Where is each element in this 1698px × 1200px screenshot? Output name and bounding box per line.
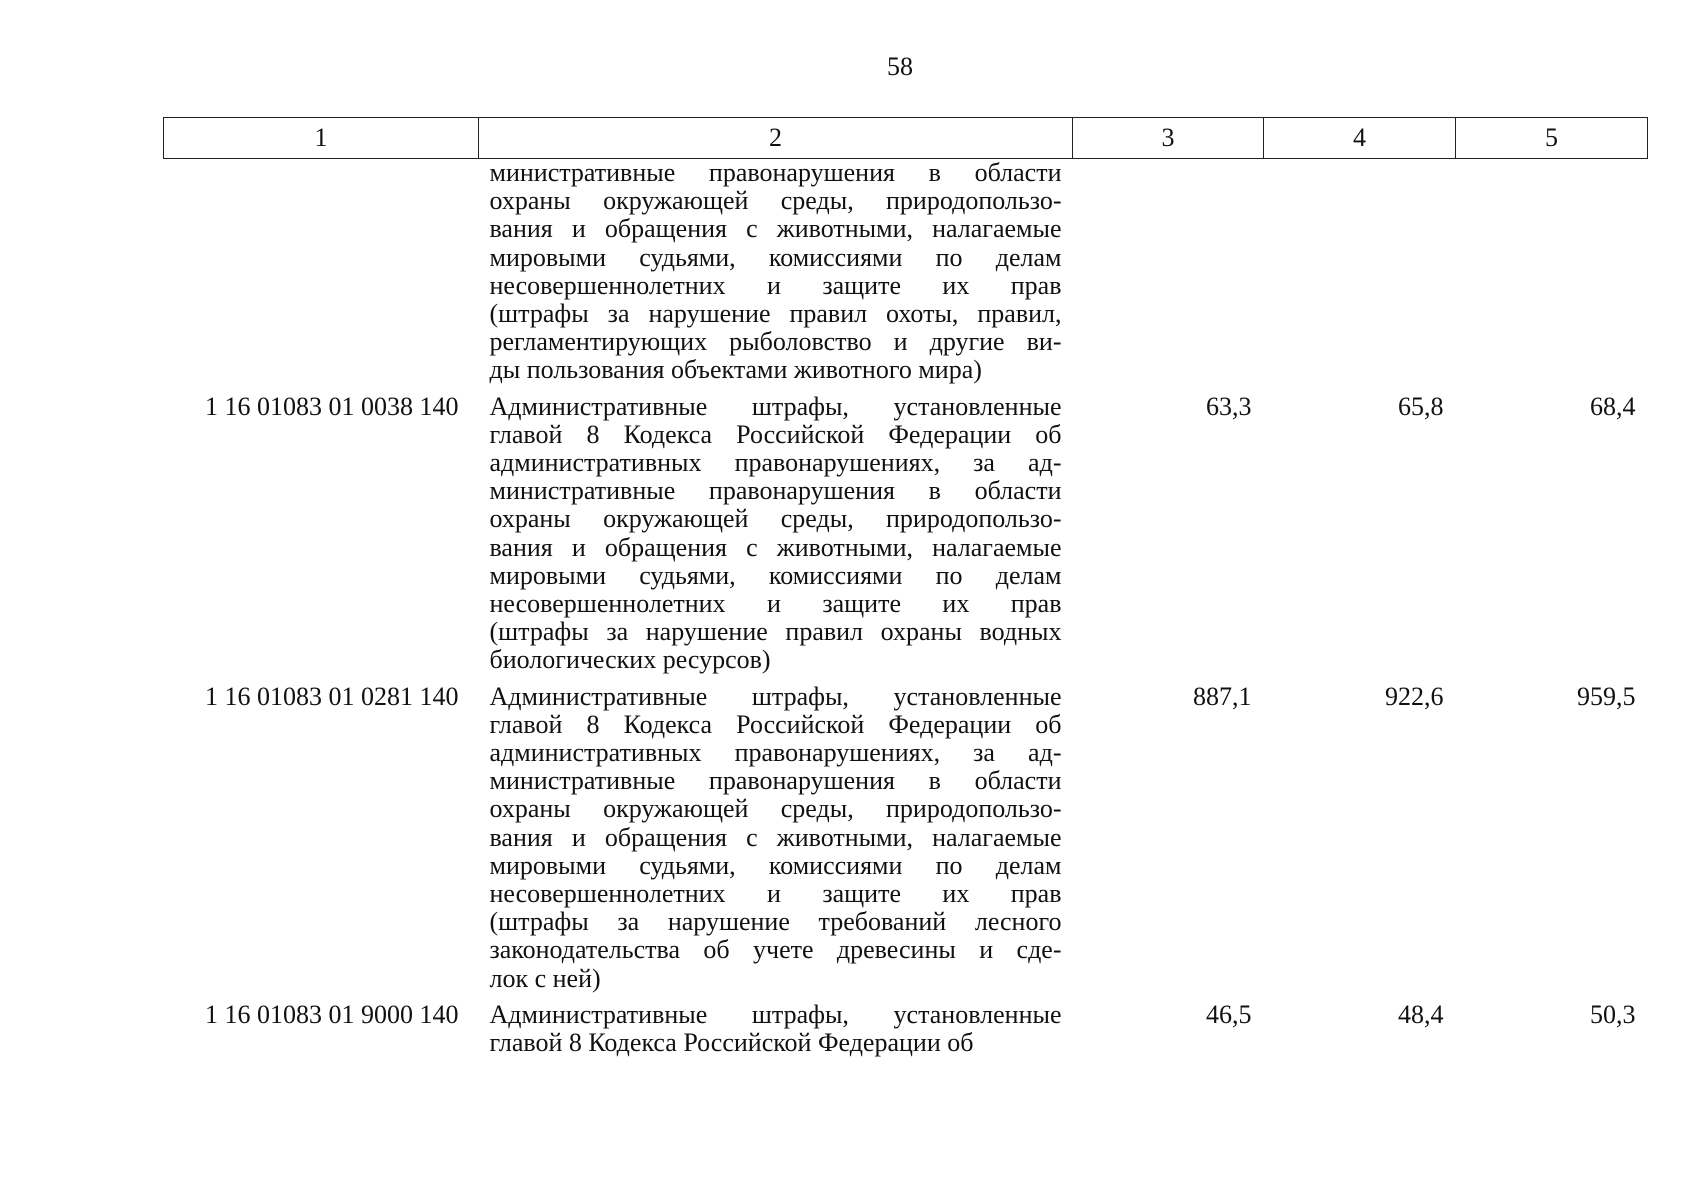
column-header-1: 1	[164, 118, 479, 159]
description-line: регламентирующих рыболовство и другие ви-	[489, 327, 1062, 357]
description-line: министративные правонарушения в области	[489, 158, 1062, 187]
description-line: мировыми судьями, комиссиями по делам	[489, 242, 1062, 272]
description-line: охраны окружающей среды, природопользо-	[489, 794, 1062, 824]
column-header-3: 3	[1073, 118, 1264, 159]
value-column-4	[1264, 159, 1456, 385]
table-header	[164, 118, 1648, 159]
description-line: административных правонарушениях, за ад-	[489, 738, 1062, 768]
value-column-5: 68,4	[1590, 391, 1636, 421]
description-line: Административные штрафы, установленные	[489, 681, 1062, 711]
description-line: главой 8 Кодекса Российской Федерации об	[489, 419, 1062, 449]
description-line: несовершеннолетних и защите их прав	[489, 879, 1062, 909]
value-column-3	[1073, 159, 1264, 385]
description-line: административных правонарушениях, за ад-	[489, 448, 1062, 478]
value-column-5	[1456, 159, 1648, 385]
value-column-3: 63,3	[1206, 391, 1252, 421]
classification-code: 1 16 01083 01 0038 140	[205, 391, 459, 421]
description-line: главой 8 Кодекса Российской Федерации об	[489, 709, 1062, 739]
description-line: охраны окружающей среды, природопользо-	[489, 504, 1062, 534]
description-line: министративные правонарушения в области	[489, 476, 1062, 506]
revenue-description	[479, 675, 1073, 993]
description-line: вания и обращения с животными, налагаемые	[489, 532, 1062, 562]
value-column-5: 50,3	[1590, 999, 1636, 1029]
table-body	[164, 159, 1648, 1058]
page-number: 58	[887, 52, 913, 81]
description-line: законодательства об учете древесины и сде-	[489, 935, 1062, 965]
value-column-4: 65,8	[1398, 391, 1444, 421]
classification-code: 1 16 01083 01 0281 140	[205, 681, 459, 711]
description-line: мировыми судьями, комиссиями по делам	[489, 560, 1062, 590]
value-column-4: 48,4	[1398, 999, 1444, 1029]
description-line: ды пользования объектами животного мира)	[489, 355, 982, 385]
revenue-description	[479, 159, 1073, 385]
value-column-3: 887,1	[1193, 681, 1252, 711]
column-header-4: 4	[1264, 118, 1456, 159]
description-line: (штрафы за нарушение правил охоты, правил,	[489, 299, 1062, 329]
description-line: (штрафы за нарушение требований лесного	[489, 907, 1062, 937]
description-line: несовершеннолетних и защите их прав	[489, 270, 1062, 300]
description-line: (штрафы за нарушение правил охраны водных	[489, 617, 1062, 647]
classification-code	[164, 159, 479, 385]
table-row	[164, 675, 1648, 993]
description-line: мировыми судьями, комиссиями по делам	[489, 850, 1062, 880]
column-header-5: 5	[1456, 118, 1648, 159]
description-line: лок с ней)	[489, 963, 601, 993]
revenue-description	[479, 993, 1073, 1057]
value-column-5: 959,5	[1577, 681, 1636, 711]
budget-table-container	[163, 117, 1647, 1057]
revenue-description	[479, 385, 1073, 675]
table-header-row	[164, 118, 1648, 159]
description-line: Административные штрафы, установленные	[489, 999, 1062, 1029]
table-row	[164, 993, 1648, 1057]
description-line: Административные штрафы, установленные	[489, 391, 1062, 421]
table-row	[164, 385, 1648, 675]
value-column-4: 922,6	[1385, 681, 1444, 711]
description-line: охраны окружающей среды, природопользо-	[489, 186, 1062, 216]
description-line: биологических ресурсов)	[489, 645, 771, 675]
classification-code: 1 16 01083 01 9000 140	[205, 999, 459, 1029]
table-row	[164, 159, 1648, 385]
budget-table	[163, 117, 1648, 1057]
description-line: вания и обращения с животными, налагаемые	[489, 214, 1062, 244]
description-line: главой 8 Кодекса Российской Федерации об	[489, 1028, 974, 1058]
description-line: министративные правонарушения в области	[489, 766, 1062, 796]
column-header-2: 2	[479, 118, 1073, 159]
description-line: вания и обращения с животными, налагаемые	[489, 822, 1062, 852]
description-line: несовершеннолетних и защите их прав	[489, 589, 1062, 619]
value-column-3: 46,5	[1206, 999, 1252, 1029]
